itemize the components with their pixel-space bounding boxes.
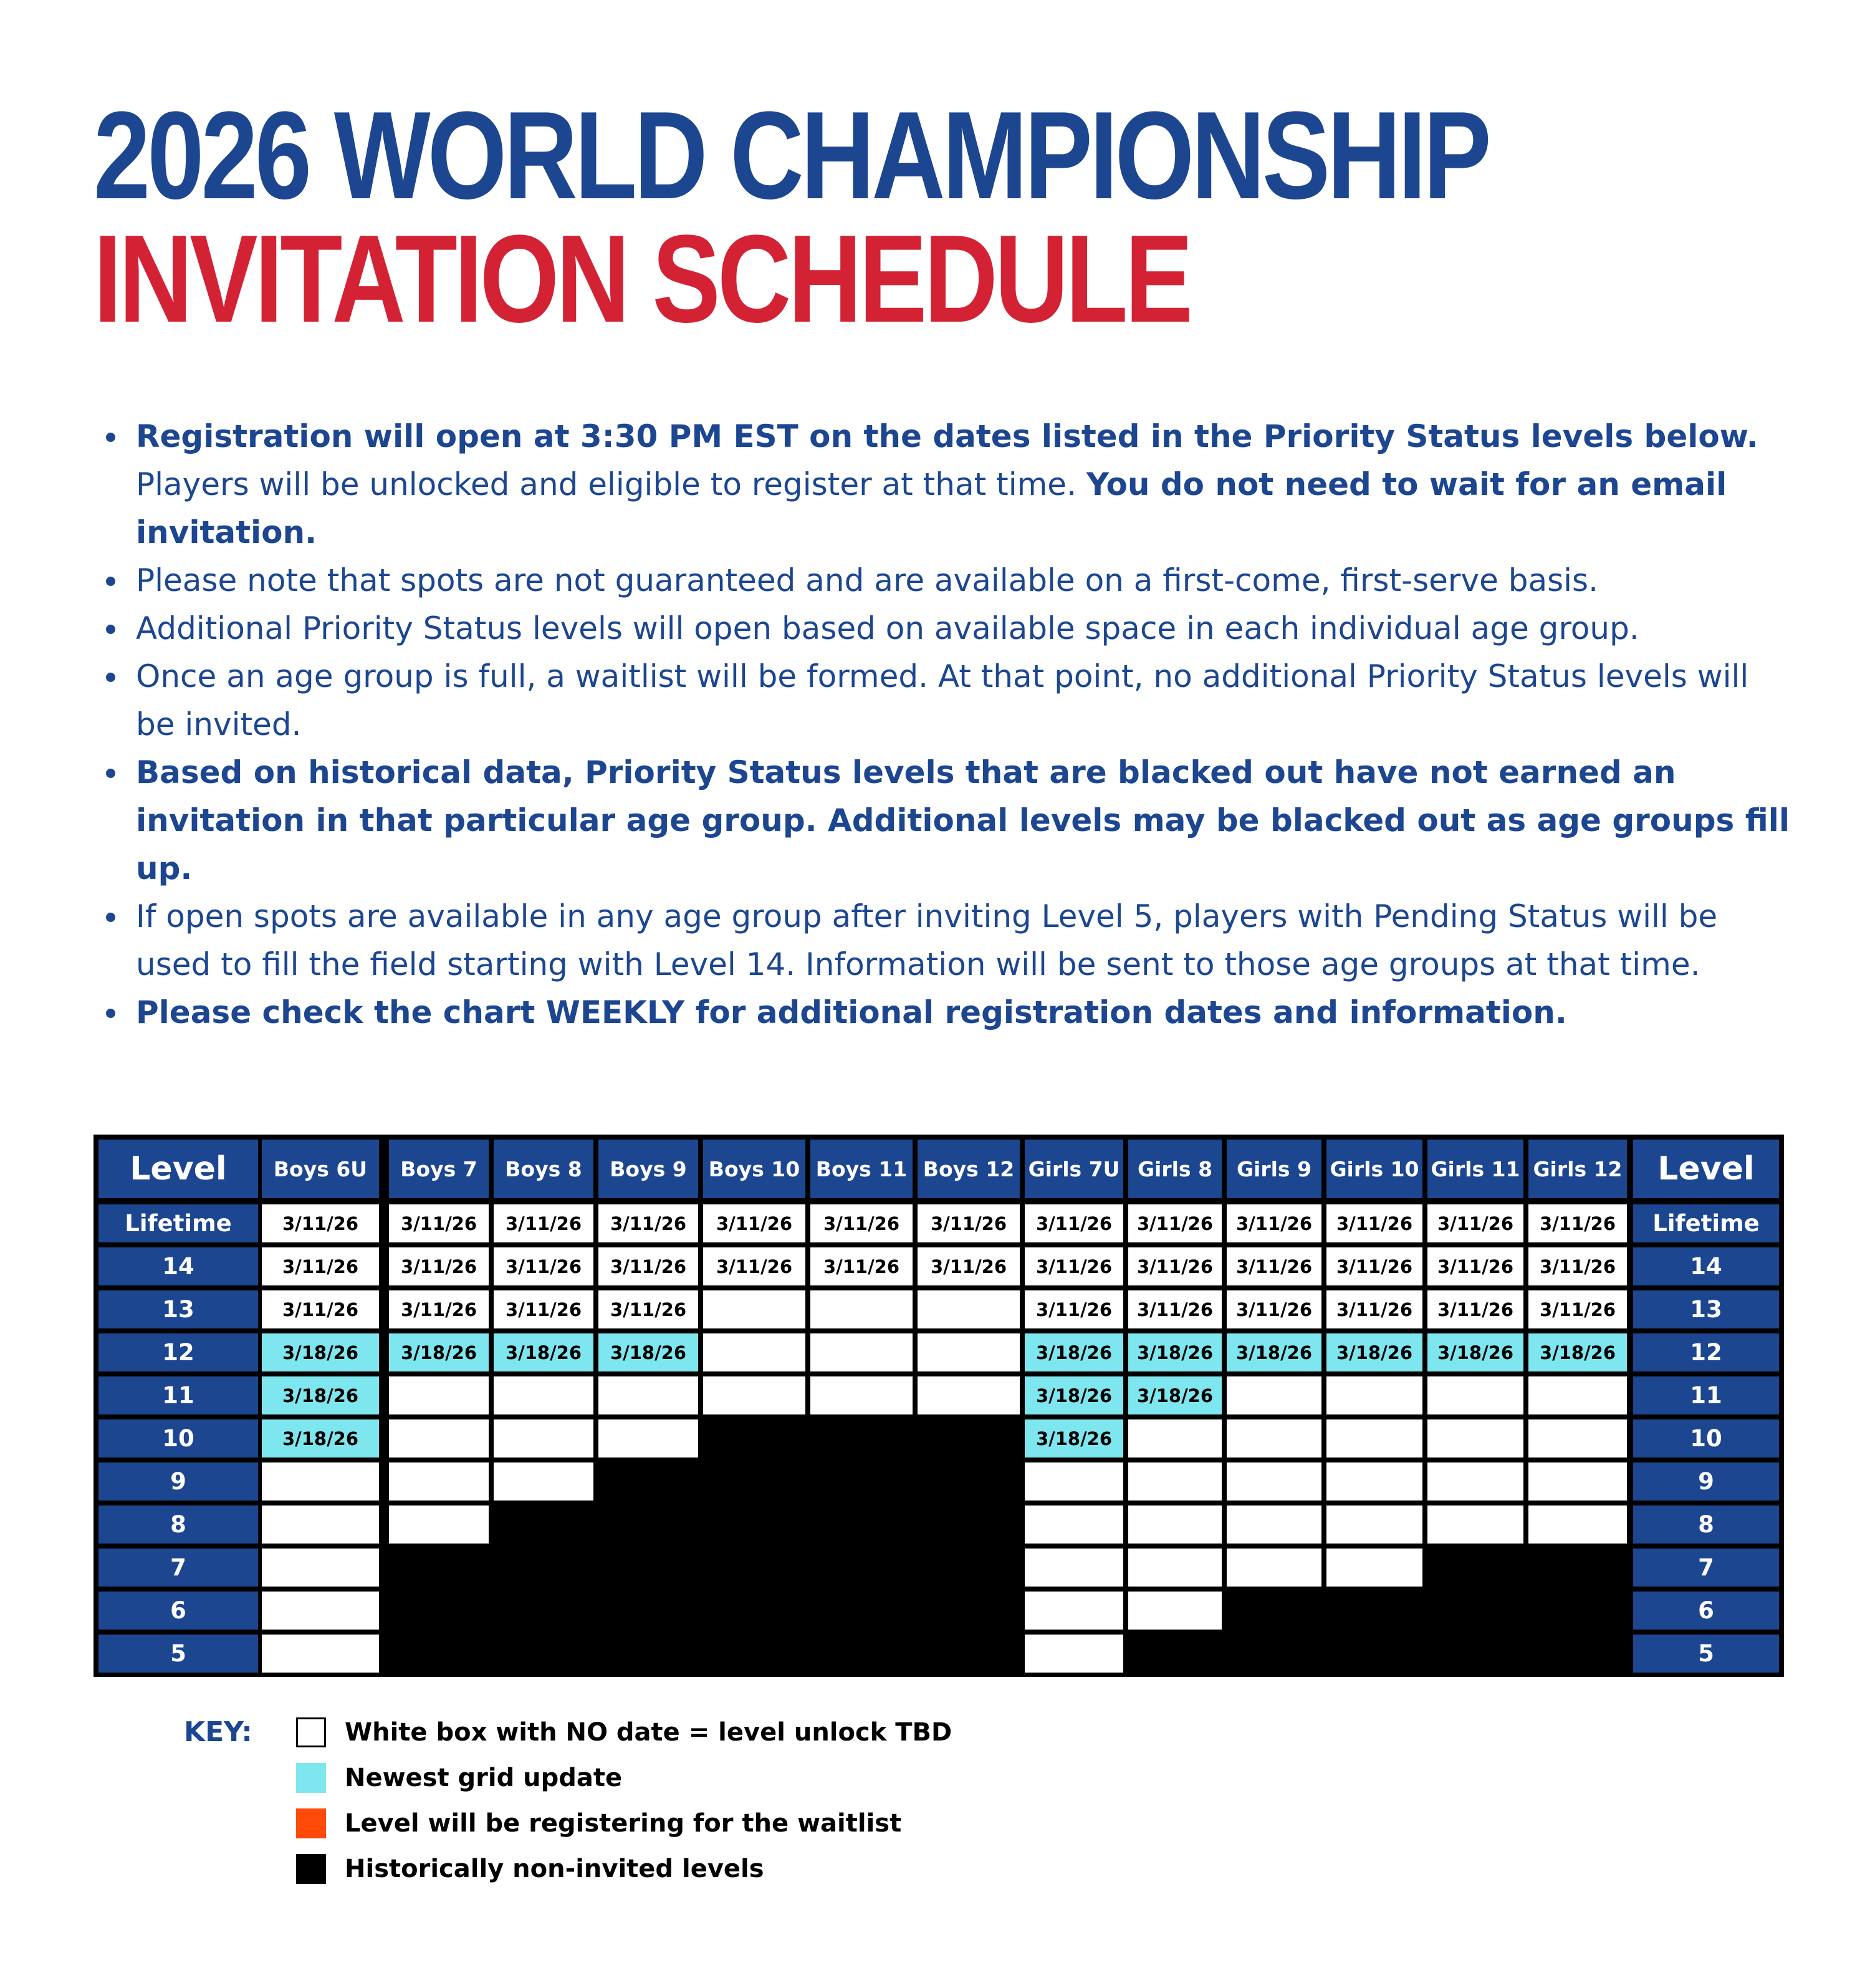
level-label-right: 10 xyxy=(1633,1419,1779,1457)
grid-cell xyxy=(1128,1419,1222,1457)
bullet-item xyxy=(100,605,1795,653)
level-label-left: 11 xyxy=(98,1376,258,1414)
level-label-left: 9 xyxy=(98,1462,258,1501)
grid-cell xyxy=(1025,1635,1123,1673)
grid-cell: 3/11/26 xyxy=(1227,1247,1321,1285)
level-label-right: Lifetime xyxy=(1633,1204,1779,1242)
grid-cell xyxy=(262,1549,379,1587)
grid-cell xyxy=(262,1462,379,1501)
grid-cell xyxy=(389,1376,489,1414)
grid-cell xyxy=(918,1333,1020,1371)
grid-cell: 3/11/26 xyxy=(1326,1247,1422,1285)
grid-cell: 3/11/26 xyxy=(494,1247,593,1285)
grid-cell-new: 3/18/26 xyxy=(1025,1376,1123,1414)
grid-cell xyxy=(1128,1592,1222,1630)
grid-cell xyxy=(703,1376,805,1414)
grid-cell xyxy=(598,1419,698,1457)
grid-cell xyxy=(703,1333,805,1371)
grid-cell xyxy=(1227,1505,1321,1544)
grid-cell xyxy=(389,1419,489,1457)
level-label-left: 14 xyxy=(98,1247,258,1285)
grid-cell xyxy=(810,1376,913,1414)
grid-cell-new: 3/18/26 xyxy=(1326,1333,1422,1371)
level-label-left: 7 xyxy=(98,1549,258,1587)
column-header: Boys 8 xyxy=(494,1140,593,1198)
bullet-item xyxy=(100,989,1795,1037)
level-label-right: 5 xyxy=(1633,1635,1779,1673)
grid-cell: 3/11/26 xyxy=(494,1204,593,1242)
key-item-text: Level will be registering for the waitlist xyxy=(345,1809,902,1838)
key-swatch xyxy=(296,1763,326,1793)
bullet-item xyxy=(100,893,1795,989)
title-line-2: INVITATION SCHEDULE xyxy=(94,209,1191,348)
grid-cell xyxy=(810,1333,913,1371)
bullet-item xyxy=(100,749,1795,893)
grid-cell xyxy=(598,1376,698,1414)
grid-cell: 3/11/26 xyxy=(1227,1290,1321,1328)
bullet-text: Please note that spots are not guaranteed and are available on a first-come, first-serve basis. xyxy=(136,562,1598,598)
grid-cell-new: 3/18/26 xyxy=(1025,1333,1123,1371)
grid-cell: 3/11/26 xyxy=(810,1204,913,1242)
grid-cell: 3/11/26 xyxy=(1128,1247,1222,1285)
grid-cell: 3/11/26 xyxy=(1025,1247,1123,1285)
grid-cell-new: 3/18/26 xyxy=(262,1419,379,1457)
level-label-right: 11 xyxy=(1633,1376,1779,1414)
grid-cell xyxy=(810,1290,913,1328)
grid-cell: 3/11/26 xyxy=(1227,1204,1321,1242)
grid-cell: 3/11/26 xyxy=(1427,1247,1523,1285)
grid-cell-new: 3/18/26 xyxy=(389,1333,489,1371)
key-label: KEY: xyxy=(184,1716,252,1748)
grid-cell xyxy=(1025,1549,1123,1587)
grid-cell: 3/11/26 xyxy=(918,1247,1020,1285)
key-swatch xyxy=(296,1854,326,1884)
grid-cell xyxy=(1128,1462,1222,1501)
column-header: Boys 12 xyxy=(918,1140,1020,1198)
grid-cell: 3/11/26 xyxy=(262,1204,379,1242)
grid-cell: 3/11/26 xyxy=(1128,1290,1222,1328)
grid-cell xyxy=(918,1376,1020,1414)
grid-cell xyxy=(1227,1376,1321,1414)
bullet-text: If open spots are available in any age group after inviting Level 5, players with Pending Status will be used to fill the field starting with Level 14. Information will be sent to those age groups at that time. xyxy=(136,898,1718,982)
column-header: Boys 6U xyxy=(262,1140,379,1198)
grid-cell: 3/11/26 xyxy=(389,1247,489,1285)
grid-cell-new: 3/18/26 xyxy=(262,1376,379,1414)
info-bullet-list xyxy=(100,413,1795,1037)
key-item xyxy=(296,1854,764,1884)
key-item xyxy=(296,1763,622,1793)
grid-cell-new: 3/18/26 xyxy=(1128,1376,1222,1414)
grid-cell xyxy=(1128,1505,1222,1544)
bullet-text: Once an age group is full, a waitlist will be formed. At that point, no additional Priority Status levels will be invited. xyxy=(136,658,1749,742)
grid-cell-new: 3/18/26 xyxy=(1128,1333,1222,1371)
grid-cell-new: 3/18/26 xyxy=(598,1333,698,1371)
key-item xyxy=(296,1808,901,1838)
grid-cell xyxy=(389,1462,489,1501)
level-header-right: Level xyxy=(1633,1140,1779,1198)
grid-cell-new: 3/18/26 xyxy=(1025,1419,1123,1457)
bullet-bold-text: You do not need to wait for an email invitation. xyxy=(136,466,1727,550)
bullet-item xyxy=(100,413,1795,557)
level-label-right: 8 xyxy=(1633,1505,1779,1544)
level-label-right: 12 xyxy=(1633,1333,1779,1371)
grid-cell: 3/11/26 xyxy=(262,1290,379,1328)
grid-cell: 3/11/26 xyxy=(1528,1204,1627,1242)
key-item-text: Historically non-invited levels xyxy=(345,1855,764,1883)
grid-cell: 3/11/26 xyxy=(389,1290,489,1328)
level-label-right: 14 xyxy=(1633,1247,1779,1285)
bullet-text: Players will be unlocked and eligible to register at that time. xyxy=(136,466,1086,502)
grid-cell: 3/11/26 xyxy=(1025,1204,1123,1242)
level-label-right: 6 xyxy=(1633,1592,1779,1630)
grid-cell xyxy=(1128,1549,1222,1587)
column-header: Girls 10 xyxy=(1326,1140,1422,1198)
grid-cell: 3/11/26 xyxy=(810,1247,913,1285)
grid-cell: 3/11/26 xyxy=(598,1290,698,1328)
grid-cell: 3/11/26 xyxy=(1427,1204,1523,1242)
grid-cell: 3/11/26 xyxy=(1025,1290,1123,1328)
grid-cell xyxy=(1326,1419,1422,1457)
level-label-right: 7 xyxy=(1633,1549,1779,1587)
level-label-left: 13 xyxy=(98,1290,258,1328)
grid-cell xyxy=(1025,1592,1123,1630)
level-header-left: Level xyxy=(98,1140,258,1198)
grid-cell: 3/11/26 xyxy=(1528,1290,1627,1328)
key-swatch xyxy=(296,1717,326,1747)
grid-cell: 3/11/26 xyxy=(1128,1204,1222,1242)
grid-cell: 3/11/26 xyxy=(1326,1204,1422,1242)
grid-cell xyxy=(1528,1462,1627,1501)
grid-cell xyxy=(1227,1419,1321,1457)
grid-cell: 3/11/26 xyxy=(494,1290,593,1328)
grid-cell xyxy=(1427,1462,1523,1501)
invitation-schedule-grid xyxy=(94,1135,1784,1677)
bullet-bold-text: Please check the chart WEEKLY for additional registration dates and information. xyxy=(136,994,1567,1030)
column-header: Girls 8 xyxy=(1128,1140,1222,1198)
grid-cell-new: 3/18/26 xyxy=(1427,1333,1523,1371)
grid-cell: 3/11/26 xyxy=(703,1247,805,1285)
column-header: Boys 9 xyxy=(598,1140,698,1198)
grid-cell xyxy=(494,1419,593,1457)
grid-cell: 3/11/26 xyxy=(703,1204,805,1242)
grid-cell: 3/11/26 xyxy=(1528,1247,1627,1285)
column-header: Girls 12 xyxy=(1528,1140,1627,1198)
key-swatch xyxy=(296,1808,326,1838)
grid-cell: 3/11/26 xyxy=(598,1204,698,1242)
grid-cell xyxy=(1025,1462,1123,1501)
column-header: Boys 11 xyxy=(810,1140,913,1198)
column-header: Boys 7 xyxy=(389,1140,489,1198)
grid-cell-new: 3/18/26 xyxy=(262,1333,379,1371)
grid-cell: 3/11/26 xyxy=(598,1247,698,1285)
level-label-left: 10 xyxy=(98,1419,258,1457)
level-label-right: 9 xyxy=(1633,1462,1779,1501)
column-header: Girls 9 xyxy=(1227,1140,1321,1198)
grid-cell xyxy=(1326,1505,1422,1544)
grid-cell xyxy=(1326,1462,1422,1501)
grid-cell xyxy=(494,1376,593,1414)
grid-cell xyxy=(262,1635,379,1673)
grid-cell xyxy=(1227,1549,1321,1587)
key-item-text: White box with NO date = level unlock TBD xyxy=(345,1718,952,1747)
title-line-1: 2026 WORLD CHAMPIONSHIP xyxy=(94,86,1489,225)
grid-cell xyxy=(1427,1505,1523,1544)
grid-cell xyxy=(1326,1376,1422,1414)
level-label-left: 8 xyxy=(98,1505,258,1544)
bullet-item xyxy=(100,557,1795,605)
grid-cell xyxy=(1528,1505,1627,1544)
grid-cell xyxy=(703,1290,805,1328)
grid-cell xyxy=(1528,1376,1627,1414)
grid-cell-new: 3/18/26 xyxy=(1528,1333,1627,1371)
grid-cell: 3/11/26 xyxy=(1326,1290,1422,1328)
level-label-left: 6 xyxy=(98,1592,258,1630)
bullet-bold-text: Registration will open at 3:30 PM EST on the dates listed in the Priority Status levels below. xyxy=(136,418,1758,454)
level-label-right: 13 xyxy=(1633,1290,1779,1328)
column-header: Boys 10 xyxy=(703,1140,805,1198)
grid-cell: 3/11/26 xyxy=(918,1204,1020,1242)
grid-cell xyxy=(1326,1549,1422,1587)
grid-cell xyxy=(262,1505,379,1544)
grid-cell xyxy=(262,1592,379,1630)
grid-cell: 3/11/26 xyxy=(262,1247,379,1285)
key-item-text: Newest grid update xyxy=(345,1764,623,1792)
key-item xyxy=(296,1717,952,1747)
grid-cell xyxy=(494,1462,593,1501)
grid-cell xyxy=(1227,1462,1321,1501)
grid-cell xyxy=(1528,1419,1627,1457)
bullet-item xyxy=(100,653,1795,749)
level-label-left: 12 xyxy=(98,1333,258,1371)
grid-cell-new: 3/18/26 xyxy=(1227,1333,1321,1371)
level-label-left: Lifetime xyxy=(98,1204,258,1242)
grid-cell xyxy=(1427,1419,1523,1457)
grid-cell xyxy=(1427,1376,1523,1414)
level-label-left: 5 xyxy=(98,1635,258,1673)
grid-cell xyxy=(1025,1505,1123,1544)
column-header: Girls 11 xyxy=(1427,1140,1523,1198)
grid-cell: 3/11/26 xyxy=(1427,1290,1523,1328)
grid-cell xyxy=(389,1505,489,1544)
column-header: Girls 7U xyxy=(1025,1140,1123,1198)
bullet-text: Additional Priority Status levels will open based on available space in each individual age group. xyxy=(136,610,1639,646)
bullet-bold-text: Based on historical data, Priority Status levels that are blacked out have not earned an invitation in that particular age group. Additional levels may be blacked out as age groups fill up. xyxy=(136,754,1790,886)
grid-cell: 3/11/26 xyxy=(389,1204,489,1242)
grid-cell xyxy=(918,1290,1020,1328)
grid-cell-new: 3/18/26 xyxy=(494,1333,593,1371)
